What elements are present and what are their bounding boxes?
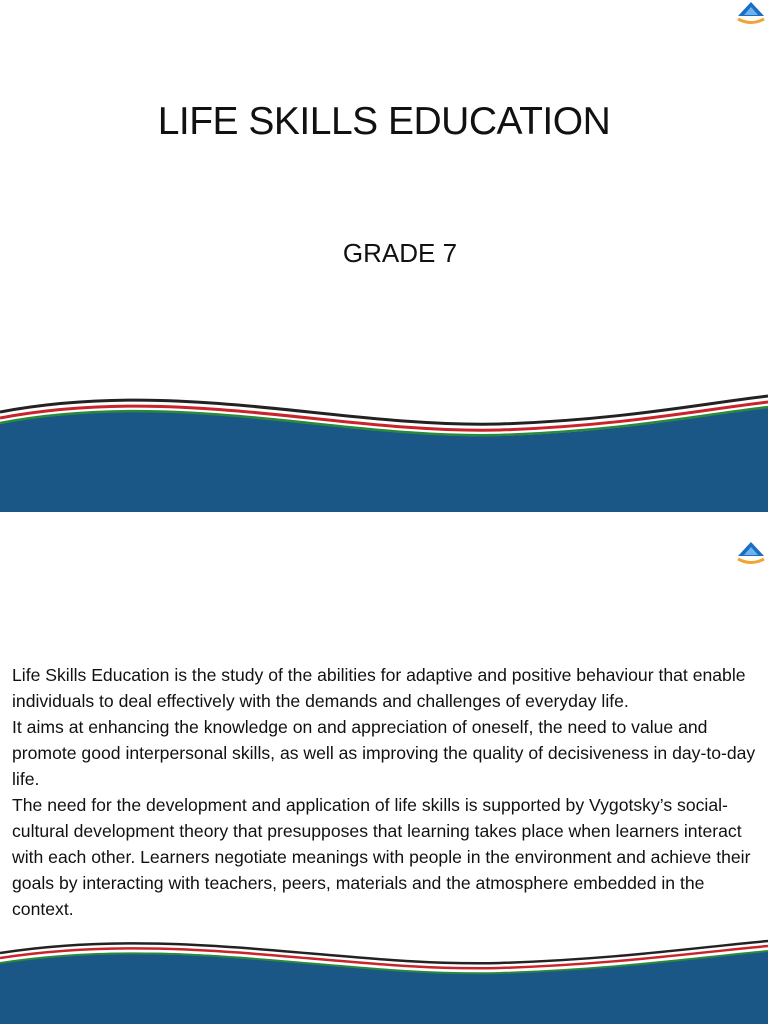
paragraph: Life Skills Education is the study of the abilities for adaptive and positive behaviour that enable individuals to deal effectively with the demands and challenges of everyday life. xyxy=(12,665,746,711)
flag-wave-banner xyxy=(0,937,768,1024)
body-text xyxy=(12,662,768,922)
slide-title: LIFE SKILLS EDUCATION xyxy=(157,100,611,143)
content-slide xyxy=(0,512,768,1024)
institution-logo-icon xyxy=(734,540,768,568)
flag-wave-banner xyxy=(0,390,768,512)
institution-logo-icon xyxy=(734,0,768,28)
paragraph: The need for the development and application of life skills is supported by Vygotsky’s social-cultural development theory that presupposes that learning takes place when learners interact with each other. Learners negotiate meanings with people in the environment and achieve their goals by interacting with teachers, peers, materials and the atmosphere embedded in the context. xyxy=(12,795,751,919)
paragraph: It aims at enhancing the knowledge on and appreciation of oneself, the need to value and promote good interpersonal skills, as well as improving the quality of decisiveness in day-to-day life. xyxy=(12,717,756,789)
slide-subtitle: GRADE 7 xyxy=(342,238,458,268)
